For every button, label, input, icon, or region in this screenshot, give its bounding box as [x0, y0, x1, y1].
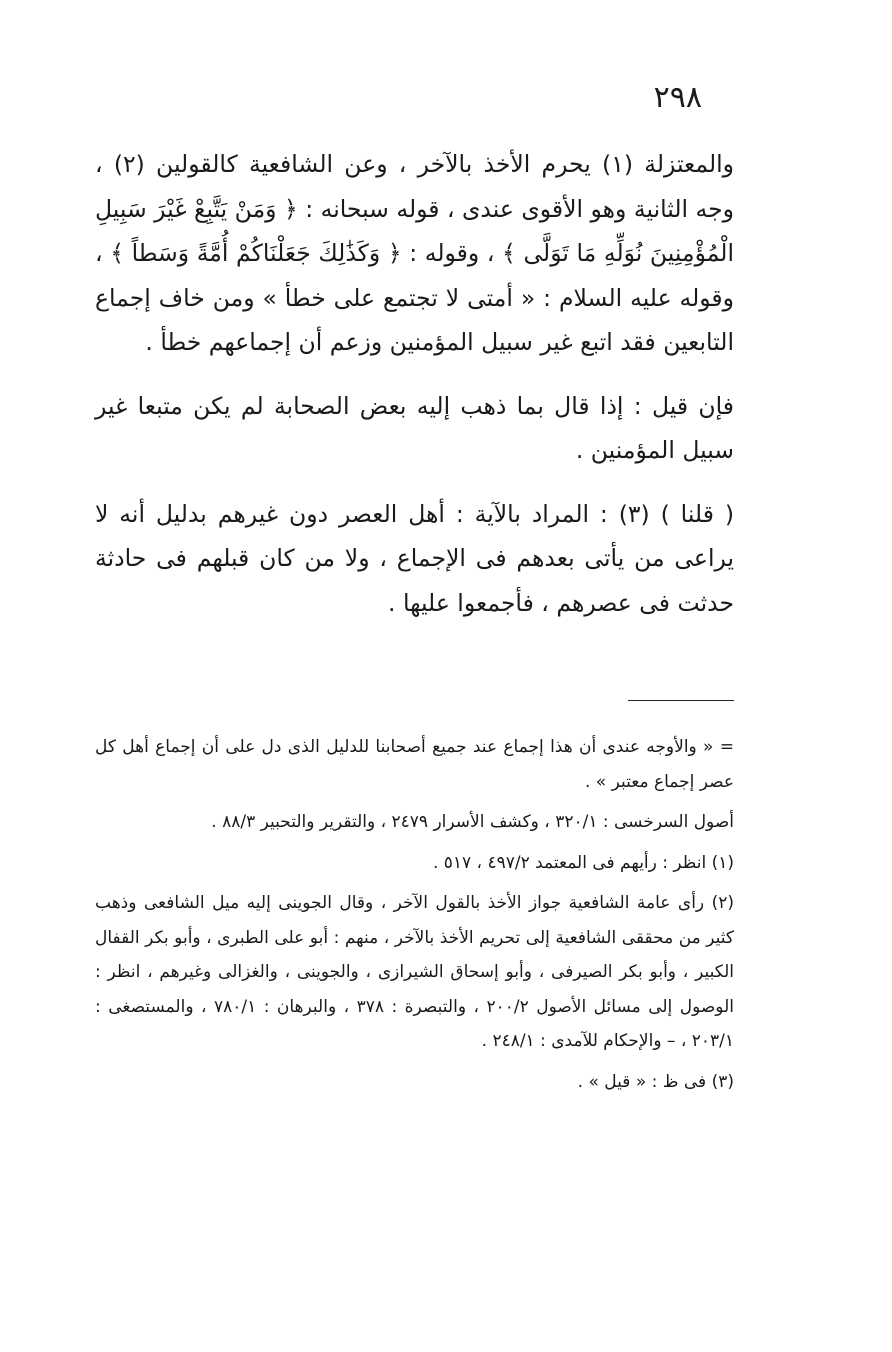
main-body-text: [95, 142, 734, 625]
footnote-2: (٢) رأى عامة الشافعية جواز الأخذ بالقول الآخر ، وقال الجوينى إليه ميل الشافعى وذهب كثير من محققى الشافعية إلى تحريم الأخذ بالآخر ، منهم : أبو على الطبرى ، وأبو بكر القفال الكبير ، وأبو بكر الصيرفى ، وأبو إسحاق الشيرازى ، والجوينى ، والغزالى وغيرهم ، انظر : الوصول إلى مسائل الأصول ٢٠٠/٢ ، والتبصرة : ٣٧٨ ، والبرهان : ٧٨٠/١ ، والمستصغى : ٢٠٣/١ ، – والإحكام للآمدى : ٢٤٨/١ .: [95, 893, 734, 1051]
page-number: ٢٩٨: [653, 80, 702, 115]
footnote-3: (٣) فى ظ : « قيل » .: [577, 1071, 734, 1092]
footnote-divider: [628, 700, 734, 701]
paragraph-3: ( قلنا ) (٣) : المراد بالآية : أهل العصر دون غيرهم بدليل أنه لا يراعى من يأتى بعدهم فى الإجماع ، ولا من كان قبلهم فى حادثة حدثت فى عصرهم ، فأجمعوا عليها .: [95, 499, 734, 617]
footnote-1: (١) انظر : رأيهم فى المعتمد ٤٩٧/٢ ، ٥١٧ .: [432, 852, 734, 873]
paragraph-2: فإن قيل : إذا قال بما ذهب إليه بعض الصحابة لم يكن متبعا غير سبيل المؤمنين .: [95, 391, 734, 464]
footnote-continuation: = « والأوجه عندى أن هذا إجماع عند جميع أصحابنا للدليل الذى دل على أن إجماع أهل كل عصر إجماع معتبر » .: [95, 737, 734, 792]
paragraph-1: والمعتزلة (١) يحرم الأخذ بالآخر ، وعن الشافعية كالقولين (٢) ، وجه الثانية وهو الأقوى عندى ، قوله سبحانه : ﴿ وَمَنْ يَتَّبِعْ غَيْرَ سَبِيلِ الْمُؤْمِنِينَ نُوَلِّهِ مَا تَوَلَّى ﴾ ، وقوله : ﴿ وَكَذَٰلِكَ جَعَلْنَاكُمْ أُمَّةً وَسَطاً ﴾ ، وقوله عليه السلام : « أمتى لا تجتمع على خطأ » ومن خاف إجماع التابعين فقد اتبع غير سبيل المؤمنين وزعم أن إجماعهم خطأ .: [95, 150, 735, 356]
footnote-continuation-sources: أصول السرخسى : ٣٢٠/١ ، وكشف الأسرار ٢٤٧٩ ، والتقرير والتحبير ٨٨/٣ .: [211, 812, 734, 832]
footnotes-section: [95, 730, 734, 1099]
